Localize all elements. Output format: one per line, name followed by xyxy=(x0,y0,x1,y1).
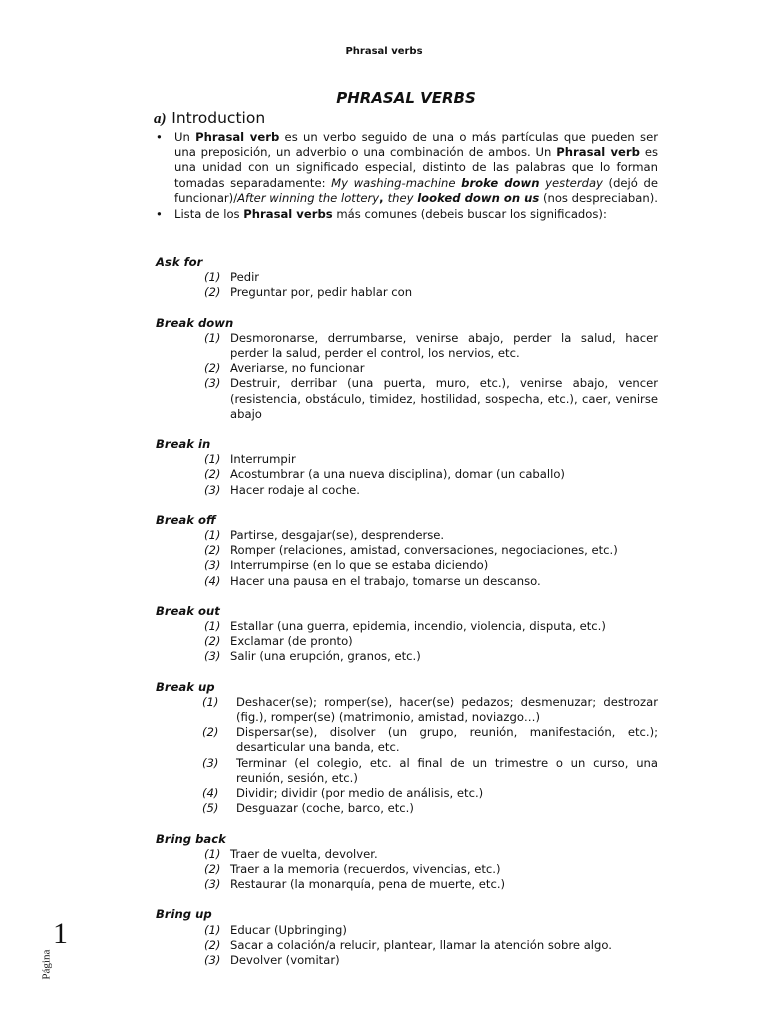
intro-list xyxy=(156,130,658,222)
verb-sense xyxy=(204,923,658,938)
sense-number: (1) xyxy=(204,528,221,543)
sense-text: Pedir xyxy=(230,270,260,285)
page-label: Página xyxy=(40,949,53,980)
verb-sense xyxy=(204,877,658,892)
phrasal-verb-list xyxy=(156,255,658,983)
verb-sense xyxy=(204,361,658,376)
section-heading xyxy=(154,111,265,127)
verb-sense xyxy=(204,574,658,589)
sense-number: (1) xyxy=(204,846,221,861)
intro-paragraph xyxy=(156,207,658,222)
verb-title: Bring up xyxy=(156,907,212,922)
section-word: Introduction xyxy=(171,109,266,127)
verb-sense xyxy=(204,558,658,573)
verb-entry xyxy=(156,316,658,422)
text-run: Lista de los xyxy=(174,207,244,222)
sense-text: Hacer una pausa en el trabajo, tomarse un descanso. xyxy=(230,573,541,588)
sense-text: Terminar (el colegio, etc. al final de un trimestre o un curso, una reunión, sesión, etc.) xyxy=(236,755,658,785)
sense-text: Dispersar(se), disolver (un grupo, reunión, manifestación, etc.); desarticular una banda, etc. xyxy=(236,725,658,755)
sense-text: Estallar (una guerra, epidemia, incendio, violencia, disputa, etc.) xyxy=(230,619,606,634)
sense-text: Sacar a colación/a relucir, plantear, llamar la atención sobre algo. xyxy=(230,937,612,952)
verb-sense xyxy=(204,285,658,300)
sense-number: (4) xyxy=(202,786,219,801)
sense-number: (1) xyxy=(202,694,219,709)
sense-text: Traer de vuelta, devolver. xyxy=(230,846,378,861)
verb-sense xyxy=(204,467,658,482)
verb-sense xyxy=(202,695,658,725)
sense-number: (1) xyxy=(204,452,221,467)
verb-sense xyxy=(204,483,658,498)
sense-number: (4) xyxy=(204,573,221,588)
text-run: más comunes (debeis buscar los significados): xyxy=(332,207,607,222)
section-letter: a) xyxy=(154,111,167,127)
sense-text: Desmoronarse, derrumbarse, venirse abajo, perder la salud, hacer perder la salud, perder el control, los nervios, etc. xyxy=(230,330,658,361)
verb-sense xyxy=(204,619,658,634)
verb-sense xyxy=(204,543,658,558)
page-footer xyxy=(40,917,74,995)
verb-sense xyxy=(204,938,658,953)
verb-entry xyxy=(156,907,658,968)
verb-title: Break off xyxy=(156,512,216,527)
sense-number: (3) xyxy=(202,755,219,770)
verb-entry xyxy=(156,255,658,301)
verb-sense xyxy=(204,847,658,862)
verb-sense xyxy=(204,331,658,361)
sense-text: Devolver (vomitar) xyxy=(230,952,340,967)
intro-paragraph xyxy=(156,130,658,206)
sense-text: Hacer rodaje al coche. xyxy=(230,482,360,497)
sense-text: Partirse, desgajar(se), desprenderse. xyxy=(230,528,445,543)
verb-sense xyxy=(202,786,658,801)
sense-number: (1) xyxy=(204,330,221,345)
verb-entry xyxy=(156,832,658,893)
verb-title: Break down xyxy=(156,315,234,330)
sense-text: Desguazar (coche, barco, etc.) xyxy=(236,801,414,816)
text-run: broke down xyxy=(461,175,540,190)
verb-entry xyxy=(156,437,658,498)
verb-sense xyxy=(204,634,658,649)
verb-title: Break out xyxy=(156,603,220,618)
sense-text: Deshacer(se); romper(se), hacer(se) pedazos; desmenuzar; destrozar (fig.), romper(se) (matrimonio, amistad, noviazgo…) xyxy=(236,694,658,725)
verb-title: Break up xyxy=(156,679,215,694)
sense-text: Preguntar por, pedir hablar con xyxy=(230,285,413,300)
text-run: Phrasal verb xyxy=(556,145,640,160)
sense-text: Educar (Upbringing) xyxy=(230,922,347,937)
verb-title: Break in xyxy=(156,437,211,452)
running-header: Phrasal verbs xyxy=(345,46,423,57)
text-run: es un verbo seguido de una o más partículas que pueden ser una preposición, un adverbio o una combinación de ambos. Un xyxy=(174,130,658,160)
sense-number: (3) xyxy=(204,376,221,391)
verb-entry xyxy=(156,513,658,589)
text-run: Un xyxy=(174,130,196,144)
text-run: My washing-machine xyxy=(331,175,462,190)
text-run: es una unidad con un significado especial, distinto de las palabras que lo forman tomadas separadamente: xyxy=(174,145,659,190)
text-run: Phrasal verb xyxy=(195,130,280,144)
text-run: they xyxy=(387,190,418,205)
sense-number: (1) xyxy=(204,619,221,634)
sense-number: (1) xyxy=(204,270,221,285)
text-run: After winning the lottery xyxy=(237,190,380,205)
sense-text: Interrumpirse (en lo que se estaba diciendo) xyxy=(230,558,489,573)
document-title: PHRASAL VERBS xyxy=(336,89,476,107)
verb-entry xyxy=(156,604,658,665)
sense-number: (3) xyxy=(204,558,221,573)
verb-sense xyxy=(204,376,658,422)
verb-sense xyxy=(204,862,658,877)
sense-text: Restaurar (la monarquía, pena de muerte, etc.) xyxy=(230,877,506,892)
sense-text: Exclamar (de pronto) xyxy=(230,634,353,649)
text-run: (nos despreciaban). xyxy=(539,190,658,205)
text-run: (dejó de funcionar)/ xyxy=(174,175,658,205)
sense-number: (3) xyxy=(204,649,221,664)
sense-number: (2) xyxy=(204,937,221,952)
text-run: looked down on us xyxy=(417,190,540,205)
verb-sense xyxy=(202,756,658,786)
sense-text: Averiarse, no funcionar xyxy=(230,361,365,376)
sense-number: (2) xyxy=(204,285,221,300)
sense-number: (3) xyxy=(204,877,221,892)
sense-number: (1) xyxy=(204,922,221,937)
verb-entry xyxy=(156,680,658,817)
sense-text: Acostumbrar (a una nueva disciplina), domar (un caballo) xyxy=(230,467,565,482)
verb-sense xyxy=(204,452,658,467)
verb-sense xyxy=(204,270,658,285)
sense-text: Dividir; dividir (por medio de análisis, etc.) xyxy=(236,786,484,801)
sense-text: Salir (una erupción, granos, etc.) xyxy=(230,649,421,664)
sense-number: (2) xyxy=(204,634,221,649)
sense-number: (3) xyxy=(204,482,221,497)
sense-number: (2) xyxy=(202,725,219,740)
verb-sense xyxy=(202,725,658,755)
page-number: 1 xyxy=(53,917,68,950)
verb-sense xyxy=(202,801,658,816)
sense-number: (5) xyxy=(202,801,219,816)
verb-title: Ask for xyxy=(156,255,203,269)
verb-title: Bring back xyxy=(156,831,226,846)
sense-number: (2) xyxy=(204,467,221,482)
sense-number: (3) xyxy=(204,952,221,967)
sense-number: (2) xyxy=(204,543,221,558)
sense-text: Traer a la memoria (recuerdos, vivencias, etc.) xyxy=(230,861,501,876)
text-run: Phrasal verbs xyxy=(243,207,333,222)
text-run: , xyxy=(379,190,388,205)
sense-text: Destruir, derribar (una puerta, muro, etc.), venirse abajo, vencer (resistencia, obstáculo, timidez, hostilidad, sospecha, etc.), caer, venirse abajo xyxy=(230,376,658,421)
verb-sense xyxy=(204,649,658,664)
verb-sense xyxy=(204,528,658,543)
sense-text: Interrumpir xyxy=(230,452,296,467)
sense-number: (2) xyxy=(204,861,221,876)
text-run: yesterday xyxy=(539,175,603,190)
verb-sense xyxy=(204,953,658,968)
sense-text: Romper (relaciones, amistad, conversaciones, negociaciones, etc.) xyxy=(230,543,618,558)
sense-number: (2) xyxy=(204,361,221,376)
